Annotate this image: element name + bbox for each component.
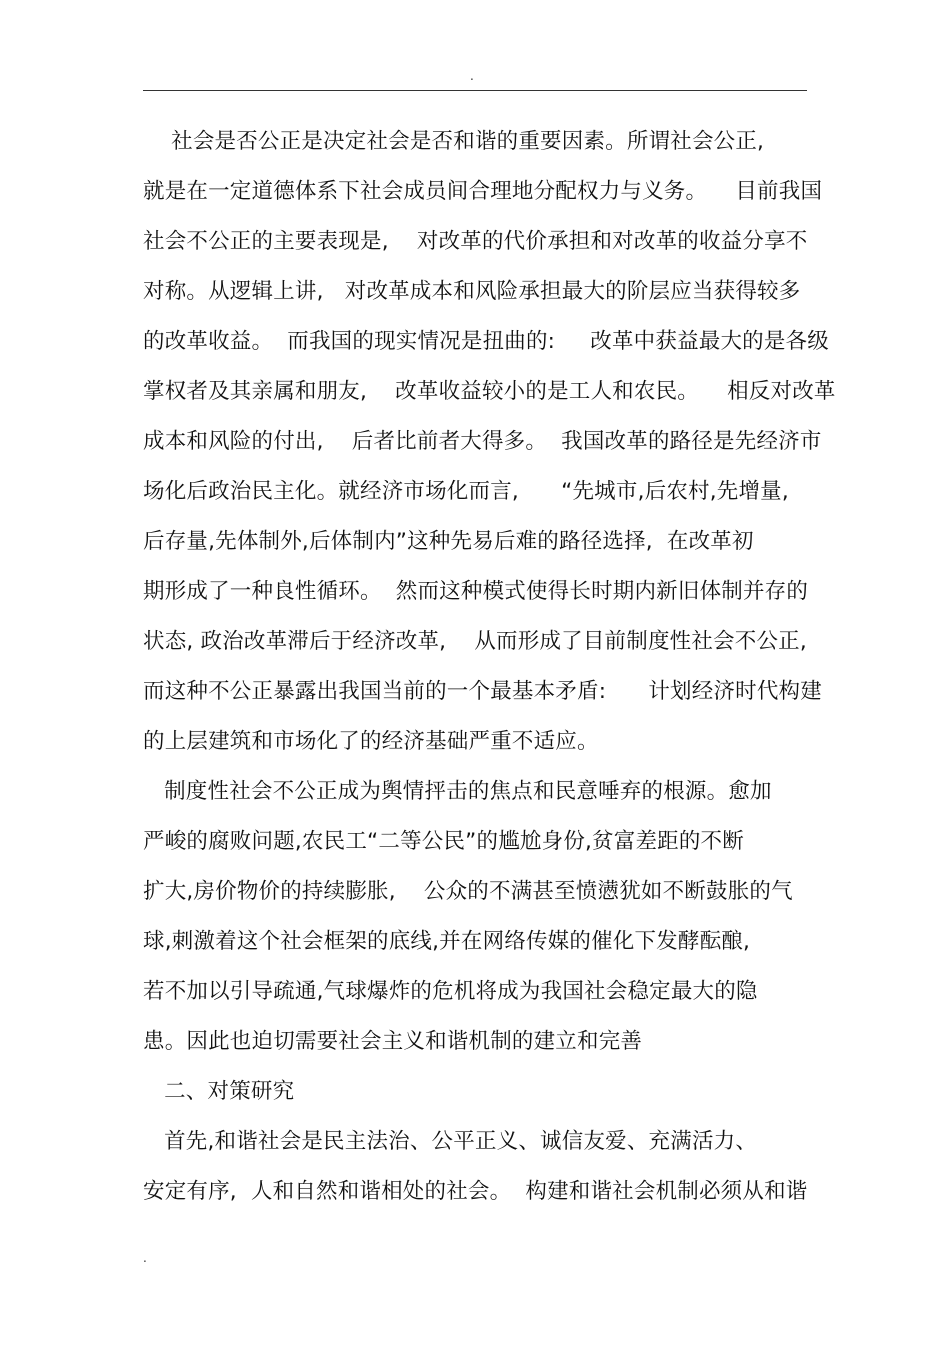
text-line: 球,刺激着这个社会框架的底线,并在网络传媒的催化下发酵酝酿, <box>143 929 751 954</box>
text-line: 而这种不公正暴露出我国当前的一个最基本矛盾: 计划经济时代构建 <box>143 679 822 704</box>
header-rule <box>143 90 807 91</box>
text-line: 掌权者及其亲属和朋友, 改革收益较小的是工人和农民。 相反对改革 <box>143 379 836 404</box>
text-line: 状态, 政治改革滞后于经济改革, 从而形成了目前制度性社会不公正, <box>143 629 807 654</box>
text-line: 严峻的腐败问题,农民工“二等公民”的尴尬身份,贫富差距的不断 <box>143 829 744 854</box>
footer-mark: . <box>143 1251 147 1265</box>
text-line: 安定有序, 人和自然和谐相处的社会。 构建和谐社会机制必须从和谐 <box>143 1179 808 1204</box>
text-line: 首先,和谐社会是民主法治、公平正义、诚信友爱、充满活力、 <box>143 1129 758 1154</box>
text-line: 成本和风险的付出, 后者比前者大得多。 我国改革的路径是先经济市 <box>143 429 822 454</box>
text-line: 社会不公正的主要表现是, 对改革的代价承担和对改革的收益分享不 <box>143 229 808 254</box>
text-line: 制度性社会不公正成为舆情抨击的焦点和民意唾弃的根源。愈加 <box>143 779 772 804</box>
text-line: 的上层建筑和市场化了的经济基础严重不适应。 <box>143 729 599 754</box>
text-line: 扩大,房价物价的持续膨胀, 公众的不满甚至愤懑犹如不断鼓胀的气 <box>143 879 793 904</box>
text-line: 社会是否公正是决定社会是否和谐的重要因素。所谓社会公正, <box>143 129 765 154</box>
text-line: 患。因此也迫切需要社会主义和谐机制的建立和完善 <box>143 1029 643 1054</box>
header-mark: . <box>470 69 474 83</box>
text-line: 就是在一定道德体系下社会成员间合理地分配权力与义务。 目前我国 <box>143 179 823 204</box>
text-line: 对称。从逻辑上讲, 对改革成本和风险承担最大的阶层应当获得较多 <box>143 279 801 304</box>
text-line: 期形成了一种良性循环。 然而这种模式使得长时期内新旧体制并存的 <box>143 579 809 604</box>
text-line: 后存量,先体制外,后体制内”这种先易后难的路径选择, 在改革初 <box>143 529 754 554</box>
text-line: 的改革收益。 而我国的现实情况是扭曲的: 改革中获益最大的是各级 <box>143 329 829 354</box>
text-line: 若不加以引导疏通,气球爆炸的危机将成为我国社会稳定最大的隐 <box>143 979 758 1004</box>
section-heading: 二、对策研究 <box>143 1079 295 1104</box>
text-line: 场化后政治民主化。就经济市场化而言, “先城市,后农村,先增量, <box>143 479 789 504</box>
